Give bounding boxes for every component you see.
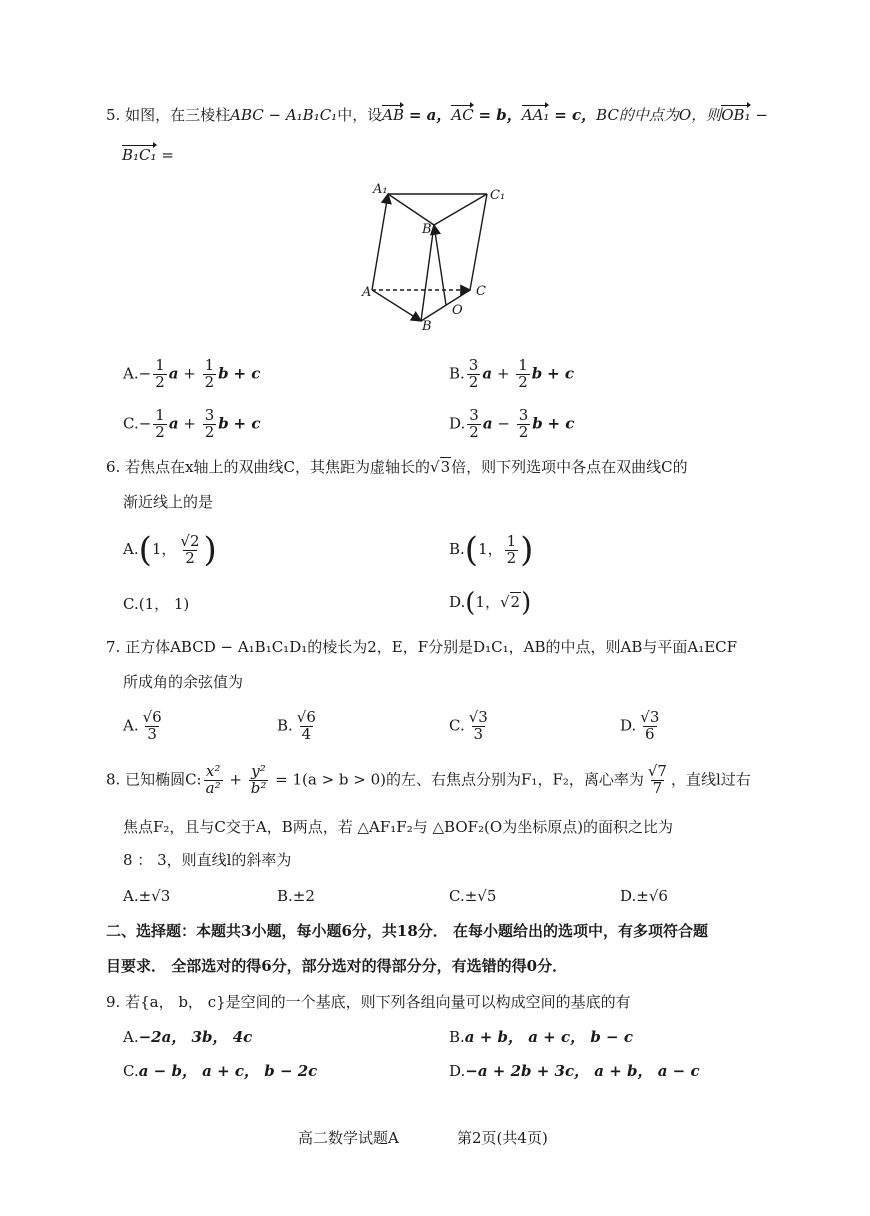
label-c1: C₁: [490, 188, 506, 203]
edge-ab: [372, 290, 421, 321]
footer-page-number: 第2页(共4页): [457, 1129, 548, 1147]
label-c: C: [476, 284, 486, 299]
vector-aa1: AA₁: [521, 106, 550, 124]
q5-option-c: C.− $\frac{1}{2}$ a + $\frac{3}{2}$ b + c: [123, 406, 261, 441]
q8-option-d: D.±√6: [620, 887, 668, 905]
edge-a1-b1: [388, 194, 434, 225]
q6-option-b: B.(1， $\frac{1}{2}$ ): [449, 530, 534, 570]
vector-ac: AC: [451, 106, 474, 124]
q7-line-2: 所成角的余弦值为: [123, 673, 244, 691]
section-2-heading-line-2: 目要求． 全部选对的得6分，部分选对的得部分分，有选错的得0分．: [106, 957, 568, 975]
q5-line-1: 5. 如图，在三棱柱ABC − A₁B₁C₁中，设AB = a，AC = b，AA₁ = c，BC的中点为O，则OB₁ −: [106, 106, 768, 124]
edge-cc1: [470, 194, 487, 290]
q8-option-b: B.±2: [277, 887, 315, 905]
label-a: A: [362, 285, 372, 300]
q7-option-d: D. $\frac{√3}{6}$: [620, 708, 660, 743]
label-a1: A₁: [373, 182, 388, 197]
label-b: B: [422, 319, 432, 334]
edge-aa1: [372, 194, 388, 290]
q7-option-c: C. $\frac{√3}{3}$: [449, 708, 488, 743]
q6-option-c: C.(1， 1): [123, 595, 190, 613]
section-2-heading-line-1: 二、选择题：本题共3小题，每小题6分，共18分． 在每小题给出的选项中，有多项符合题: [106, 922, 708, 940]
q8-option-a: A.±√3: [123, 887, 171, 905]
edge-b1-c1: [434, 194, 487, 225]
q9-option-c: C.a − b， a + c， b − 2c: [123, 1062, 318, 1080]
q5-line-2: B₁C₁ =: [122, 146, 174, 164]
q8-line-1: 8. 已知椭圆C: $\frac{\text{x²}}{\text{a²}}$ + $\frac{\text{y²}}{\text{b²}}$ = 1(a > b > 0)的左、右焦点分别为F₁，F₂，离心率为 $\frac{√7}{7}$ ，直线l过右: [106, 762, 751, 797]
q9-option-d: D.−a + 2b + 3c， a + b， a − c: [449, 1062, 700, 1080]
q7-option-b: B. $\frac{√6}{4}$: [277, 708, 316, 743]
q6-option-a: A.(1， $\frac{√2}{2}$ ): [123, 530, 217, 570]
q9-line-1: 9. 若{a， b， c}是空间的一个基底，则下列各组向量可以构成空间的基底的有: [106, 993, 631, 1011]
q9-option-a: A.−2a， 3b， 4c: [123, 1028, 253, 1046]
q8-option-c: C.±√5: [449, 887, 497, 905]
vector-ob1: OB₁: [721, 106, 751, 124]
q9-option-b: B.a + b， a + c， b − c: [449, 1028, 633, 1046]
q5-option-a: A.− $\frac{1}{2}$ a + $\frac{1}{2}$ b + c: [123, 356, 261, 391]
q5-option-d: D. $\frac{3}{2}$ a − $\frac{3}{2}$ b + c: [449, 406, 575, 441]
q8-line-2: 焦点F₂，且与C交于A，B两点，若 △AF₁F₂与 △BOF₂(O为坐标原点)的面积之比为: [123, 818, 674, 836]
q6-option-d: D.(1，√2): [449, 588, 532, 618]
footer-title: 高二数学试题A: [298, 1129, 399, 1147]
q8-line-3: 8 ： 3，则直线l的斜率为: [123, 851, 292, 869]
q6-line-2: 渐近线上的是: [123, 493, 214, 511]
vector-ab: AB: [382, 106, 405, 124]
edge-bc: [421, 290, 470, 321]
label-b1: B₁: [422, 222, 437, 237]
q6-line-1: 6. 若焦点在x轴上的双曲线C，其焦距为虚轴长的√3倍，则下列选项中各点在双曲线C的: [106, 458, 688, 476]
vector-b1c1: B₁C₁: [122, 146, 157, 164]
segment-ob1: [434, 225, 446, 305]
edge-bb1: [421, 225, 434, 321]
label-o: O: [452, 303, 463, 318]
q5-option-b: B. $\frac{3}{2}$ a + $\frac{1}{2}$ b + c: [449, 356, 574, 391]
q7-option-a: A. $\frac{√6}{3}$: [123, 708, 162, 743]
q7-line-1: 7. 正方体ABCD − A₁B₁C₁D₁的棱长为2，E，F分别是D₁C₁，AB的中点，则AB与平面A₁ECF: [106, 638, 738, 656]
